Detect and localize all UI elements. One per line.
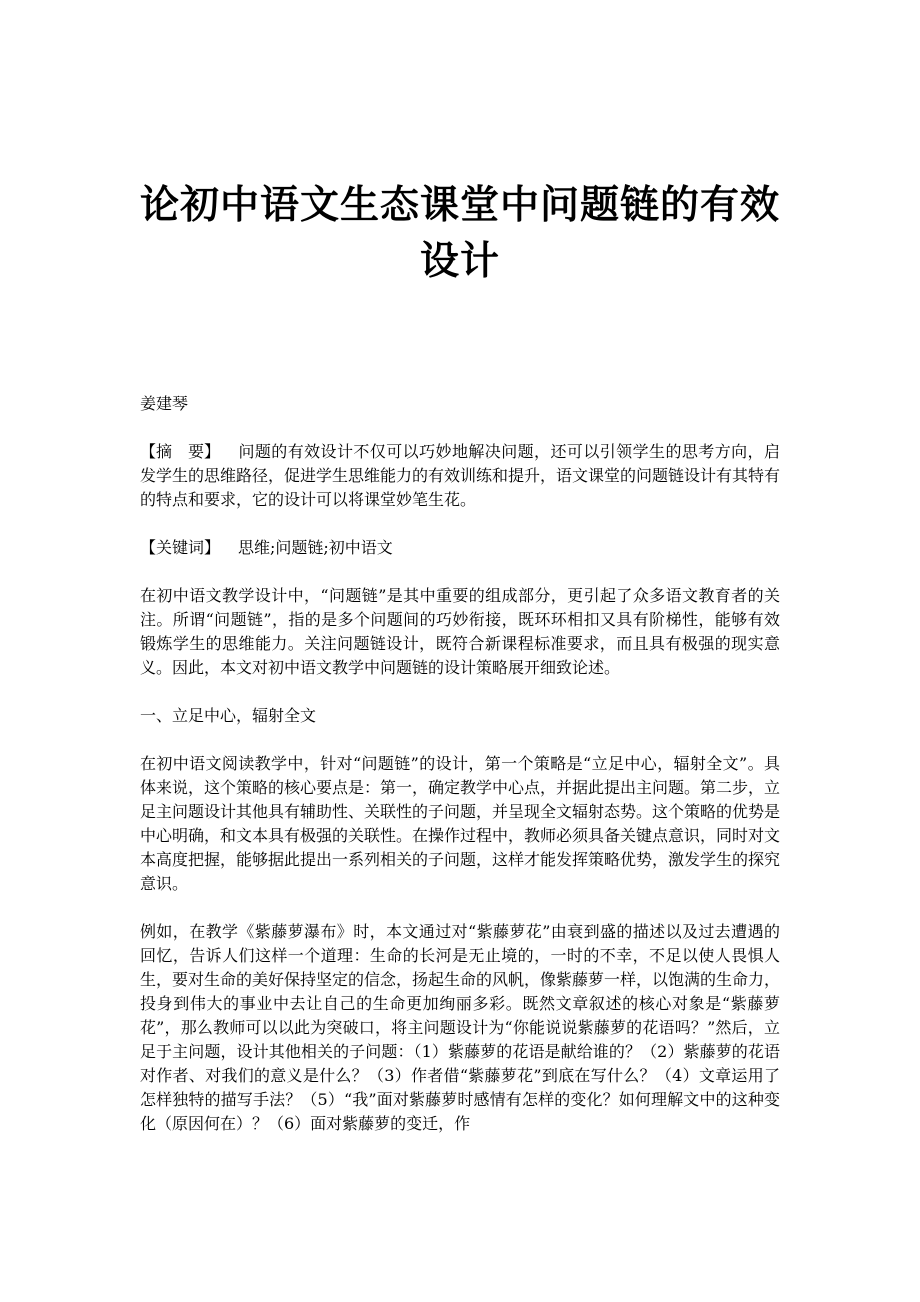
keywords-text: 思维;问题链;初中语文	[238, 538, 393, 557]
document-body	[140, 392, 780, 1160]
body-paragraph: 在初中语文阅读教学中，针对“问题链”的设计，第一个策略是“立足中心，辐射全文”。具体来说，这个策略的核心要点是：第一，确定教学中心点，并据此提出主问题。第二步，立足主问题设计其他具有辅助性、关联性的子问题，并呈现全文辐射态势。这个策略的优势是中心明确，和文本具有极强的关联性。在操作过程中，教师必须具备关键点意识，同时对文本高度把握，能够据此提出一系列相关的子问题，这样才能发挥策略优势，激发学生的探究意识。	[140, 754, 781, 893]
keywords-paragraph	[140, 536, 780, 560]
abstract-paragraph	[140, 440, 780, 512]
abstract-text: 问题的有效设计不仅可以巧妙地解决问题，还可以引领学生的思考方向，启发学生的思维路径，促进学生思维能力的有效训练和提升，语文课堂的问题链设计有其特有的特点和要求，它的设计可以将课堂妙笔生花。	[140, 442, 781, 509]
section-heading: 一、立足中心，辐射全文	[140, 706, 317, 725]
abstract-label: 【摘 要】	[140, 442, 221, 461]
document-title: 论初中语文生态课堂中问题链的有效设计	[139, 183, 780, 284]
example-paragraph: 例如，在教学《紫藤萝瀑布》时，本文通过对“紫藤萝花”由衰到盛的描述以及过去遭遇的回忆，告诉人们这样一个道理：生命的长河是无止境的，一时的不幸，不足以使人畏惧人生，要对生命的美好保持坚定的信念，扬起生命的风帆，像紫藤萝一样，以饱满的生命力，投身到伟大的事业中去让自己的生命更加绚丽多彩。既然文章叙述的核心对象是“紫藤萝花”，那么教师可以以此为突破口，将主问题设计为“你能说说紫藤萝的花语吗？”然后，立足于主问题，设计其他相关的子问题：（1）紫藤萝的花语是献给谁的？（2）紫藤萝的花语对作者、对我们的意义是什么？（3）作者借“紫藤萝花”到底在写什么？（4）文章运用了怎样独特的描写手法？（5）“我”面对紫藤萝时感情有怎样的变化？如何理解文中的这种变化（原因何在）？（6）面对紫藤萝的变迁，作	[140, 922, 781, 1133]
author-line: 姜建琴	[140, 394, 189, 413]
keywords-label: 【关键词】	[140, 538, 221, 557]
intro-paragraph: 在初中语文教学设计中，“问题链”是其中重要的组成部分，更引起了众多语文教育者的关注。所谓“问题链”，指的是多个问题间的巧妙衔接，既环环相扣又具有阶梯性，能够有效锻炼学生的思维能力。关注问题链设计，既符合新课程标准要求，而且具有极强的现实意义。因此，本文对初中语文教学中问题链的设计策略展开细致论述。	[140, 586, 780, 677]
